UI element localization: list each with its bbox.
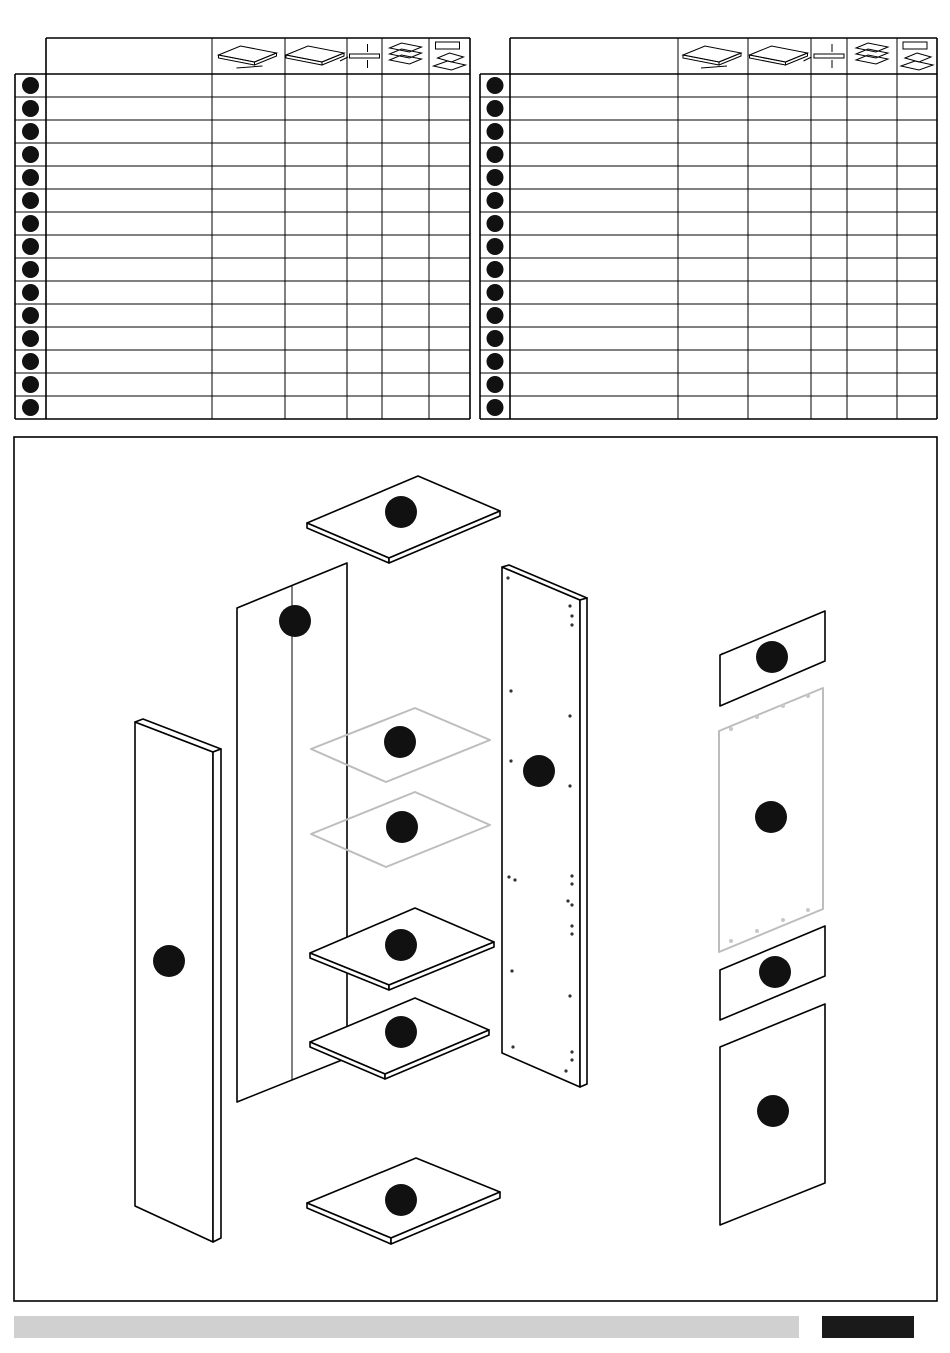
top-panel — [307, 476, 500, 563]
thickness-icon — [814, 44, 844, 68]
part-marker-strip-top — [756, 641, 788, 673]
row-marker — [487, 192, 504, 209]
row-marker — [487, 100, 504, 117]
parts-table-left — [15, 38, 470, 419]
page-number-box — [822, 1316, 914, 1338]
row-marker — [22, 169, 39, 186]
row-marker — [22, 376, 39, 393]
footer-bar — [14, 1316, 799, 1338]
stack-icon — [390, 43, 422, 64]
left-side-panel — [135, 719, 221, 1242]
row-marker — [22, 353, 39, 370]
stack-icon — [856, 43, 888, 64]
row-marker — [487, 284, 504, 301]
front-strip-top — [720, 611, 825, 706]
row-marker — [487, 146, 504, 163]
row-marker — [22, 215, 39, 232]
part-marker-glass-door — [755, 801, 787, 833]
right-side-panel — [502, 565, 587, 1087]
row-marker — [22, 399, 39, 416]
part-marker-shelf-4 — [385, 1016, 417, 1048]
front-strip-middle — [720, 926, 825, 1020]
part-marker-lower-door — [757, 1095, 789, 1127]
row-marker — [487, 307, 504, 324]
row-marker — [22, 123, 39, 140]
row-marker — [22, 238, 39, 255]
part-marker-shelf-3 — [385, 929, 417, 961]
panel-length-icon — [219, 46, 277, 68]
pieces-icon — [434, 42, 466, 70]
row-marker — [487, 330, 504, 347]
parts-table-right — [480, 38, 937, 419]
row-marker — [487, 215, 504, 232]
row-marker — [487, 77, 504, 94]
part-marker-right-side — [523, 755, 555, 787]
pieces-icon — [901, 42, 933, 70]
part-marker-shelf-1 — [384, 726, 416, 758]
row-marker — [487, 123, 504, 140]
panel-width-icon — [750, 46, 812, 65]
part-marker-back — [279, 605, 311, 637]
row-marker — [22, 77, 39, 94]
row-marker — [487, 353, 504, 370]
row-marker — [487, 399, 504, 416]
row-marker — [22, 307, 39, 324]
row-marker — [22, 192, 39, 209]
part-marker-shelf-2 — [386, 811, 418, 843]
part-marker-left-side — [153, 945, 185, 977]
glass-door — [719, 688, 823, 952]
row-marker — [22, 284, 39, 301]
row-marker — [22, 330, 39, 347]
row-marker — [22, 146, 39, 163]
row-marker — [487, 238, 504, 255]
row-marker — [487, 376, 504, 393]
part-marker-top — [385, 496, 417, 528]
row-marker — [487, 261, 504, 278]
back-panel — [237, 563, 347, 1102]
lower-door — [720, 1004, 825, 1225]
row-marker — [487, 169, 504, 186]
row-marker — [22, 261, 39, 278]
part-marker-strip-middle — [759, 956, 791, 988]
thickness-icon — [350, 44, 380, 68]
panel-length-icon — [683, 46, 741, 68]
bottom-panel — [307, 1158, 500, 1244]
panel-width-icon — [286, 46, 348, 65]
parts-tables — [15, 38, 937, 419]
row-marker — [22, 100, 39, 117]
part-marker-bottom — [385, 1184, 417, 1216]
